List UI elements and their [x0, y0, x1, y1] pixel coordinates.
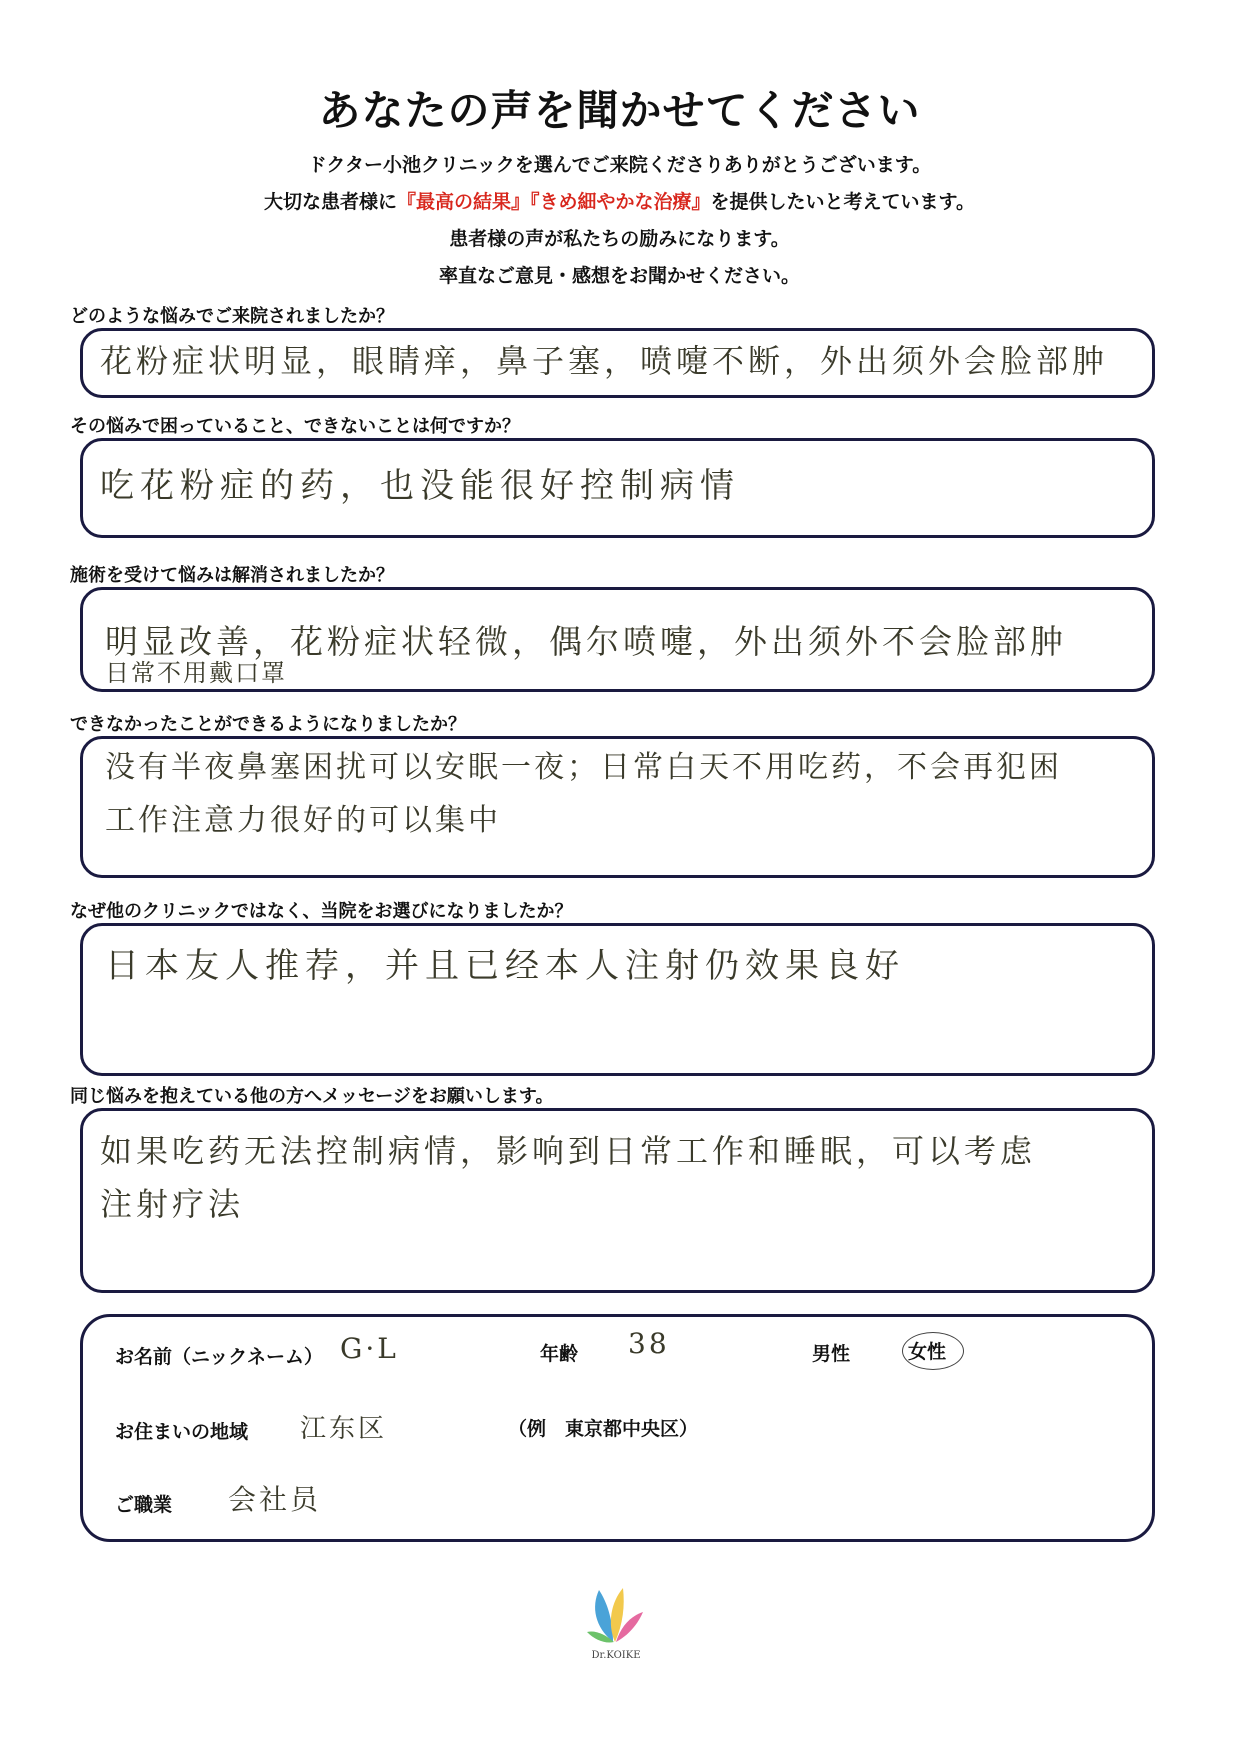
name-label: お名前（ニックネーム） [115, 1346, 324, 1368]
intro-line-2-pre: 大切な患者様に [263, 191, 397, 213]
question-3-label: 施術を受けて悩みは解消されましたか？ [70, 565, 394, 586]
gender-female-option: 女性 [908, 1341, 947, 1363]
job-label: ご職業 [115, 1494, 173, 1516]
answer-1-line-1: 花粉症状明显，眼睛痒，鼻子塞，喷嚏不断，外出须外会脸部肿 [100, 342, 1109, 380]
question-1-label: どのような悩みでご来院されましたか？ [70, 306, 394, 327]
intro-line-3: 患者様の声が私たちの励みになります。 [449, 228, 790, 250]
highlight-careful-treatment: 『きめ細やかな治療』 [530, 191, 711, 213]
question-6-label: 同じ悩みを抱えている他の方へメッセージをお願いします。 [70, 1086, 554, 1107]
answer-5-line-1: 日本友人推荐，并且已经本人注射仍效果良好 [105, 946, 905, 986]
question-2-label: その悩みで困っていること、できないことは何ですか？ [70, 416, 520, 437]
answer-3-line-1: 明显改善，花粉症状轻微，偶尔喷嚏，外出须外不会脸部肿 [105, 622, 1067, 661]
highlight-best-result: 『最高の結果』 [397, 191, 531, 213]
logo-text: Dr.KOIKE [591, 1650, 641, 1661]
intro-line-2 [0, 187, 1239, 214]
gender-male-option: 男性 [812, 1343, 851, 1365]
area-value: 江东区 [300, 1414, 388, 1444]
answer-4-line-1: 没有半夜鼻塞困扰可以安眠一夜；日常白天不用吃药，不会再犯困 [105, 750, 1062, 785]
answer-2-line-1: 吃花粉症的药，也没能很好控制病情 [100, 466, 740, 506]
intro-line-1: ドクター小池クリニックを選んでご来院くださりありがとうございます。 [307, 154, 932, 176]
question-4-label: できなかったことができるようになりましたか？ [70, 714, 466, 735]
female-selected-circle [902, 1332, 964, 1370]
job-value: 会社员 [228, 1483, 322, 1516]
question-5-label: なぜ他のクリニックではなく、当院をお選びになりましたか？ [70, 901, 573, 922]
area-label: お住まいの地域 [115, 1421, 249, 1443]
feather-logo-icon [585, 1582, 645, 1652]
answer-6-line-2: 注射疗法 [100, 1185, 245, 1223]
name-value: G·L [340, 1332, 399, 1365]
age-value: 38 [628, 1327, 670, 1360]
page-title: あなたの声を聞かせてください [318, 86, 921, 135]
answer-4-line-2: 工作注意力很好的可以集中 [105, 803, 501, 838]
area-example: （例 東京都中央区） [508, 1418, 699, 1440]
age-label: 年齢 [540, 1343, 579, 1365]
intro-line-4: 率直なご意見・感想をお聞かせください。 [438, 265, 800, 287]
answer-6-line-1: 如果吃药无法控制病情，影响到日常工作和睡眠，可以考虑 [100, 1132, 1037, 1170]
answer-3-line-2: 日常不用戴口罩 [105, 659, 287, 687]
intro-line-2-post: を提供したいと考えています。 [710, 191, 976, 213]
